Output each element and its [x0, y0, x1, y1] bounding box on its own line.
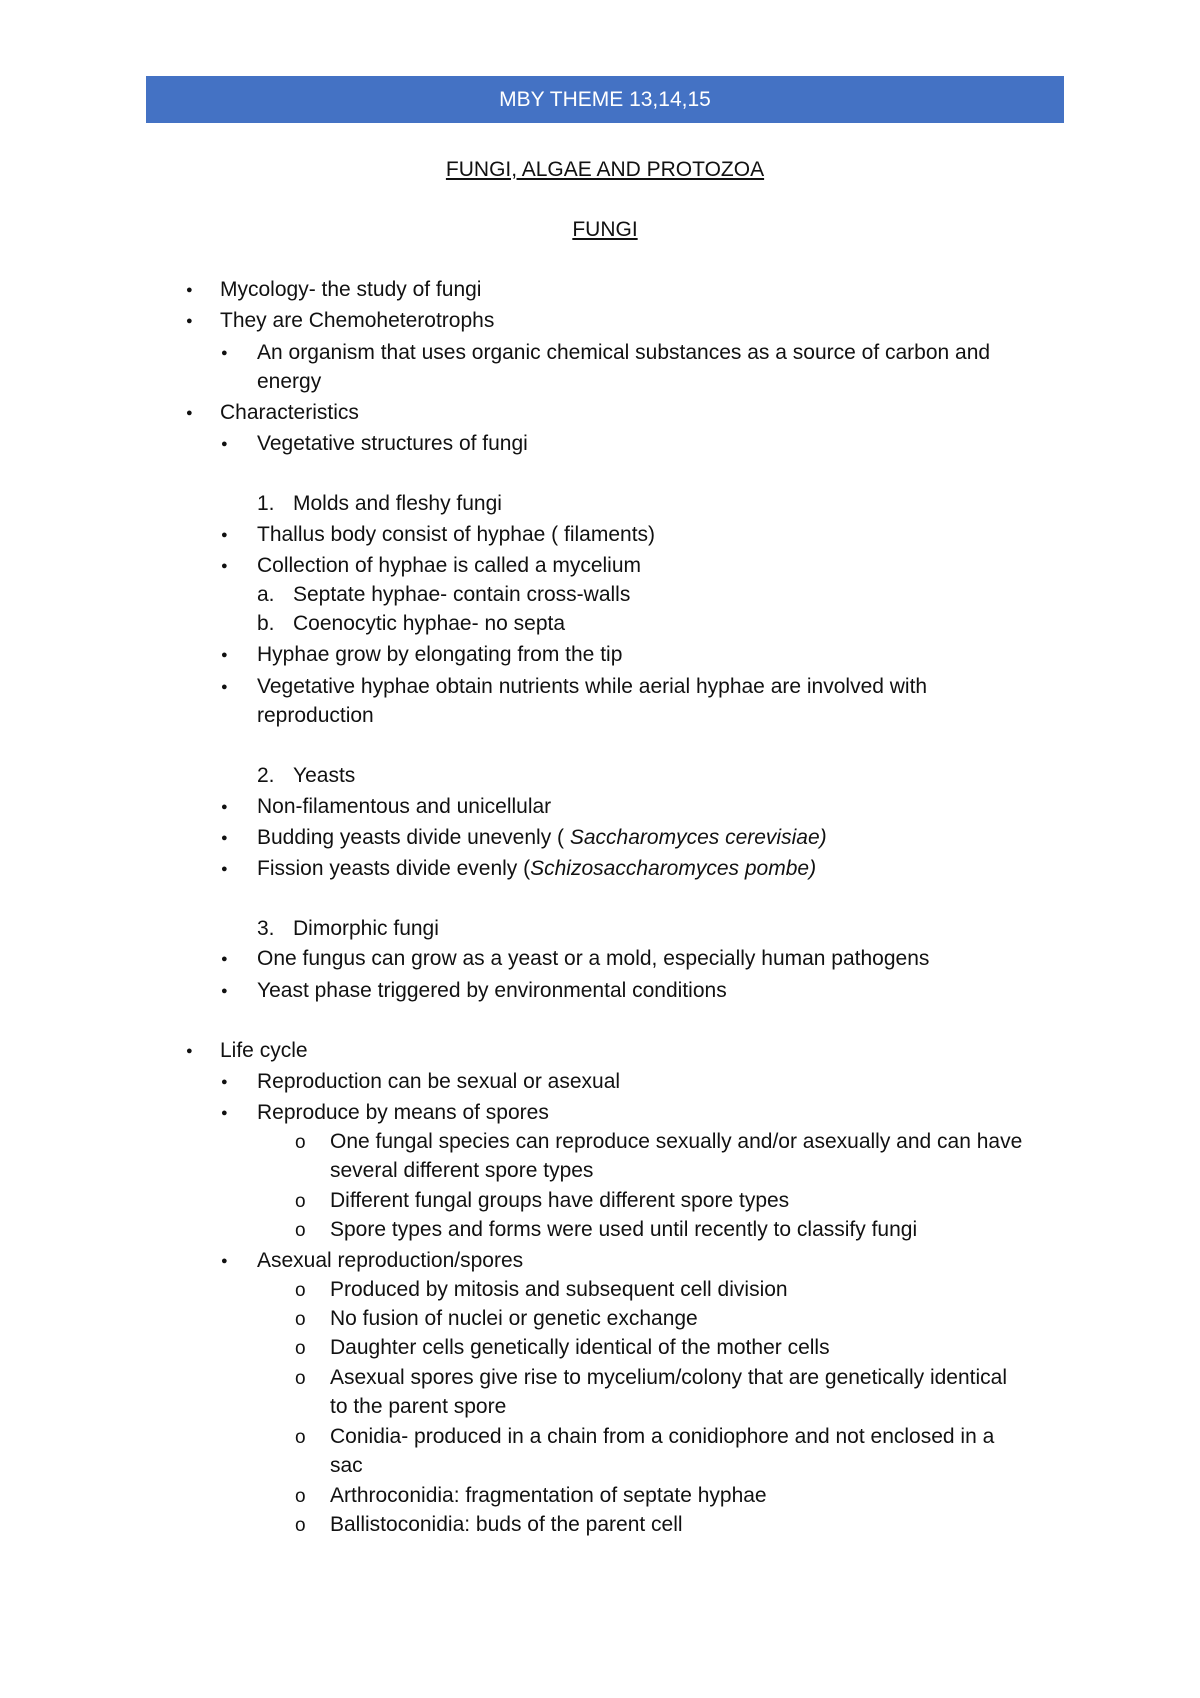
theme-header-bar: [146, 76, 1064, 123]
bullet-icon: [186, 277, 193, 306]
hollow-bullet-icon: [295, 1335, 306, 1362]
hollow-bullet-icon: [295, 1306, 306, 1333]
item-letter: b.: [257, 612, 275, 635]
bullet-icon: [186, 1038, 193, 1067]
bullet-icon: [221, 978, 228, 1007]
hollow-bullet-icon: [295, 1424, 306, 1451]
item-number: 3.: [257, 917, 275, 940]
hollow-bullet-icon: [295, 1217, 306, 1244]
bullet-icon: [221, 1069, 228, 1098]
item-number: 1.: [257, 492, 275, 515]
item-number: 2.: [257, 764, 275, 787]
section-heading-fungi: FUNGI: [572, 218, 638, 241]
bullet-icon: [221, 825, 228, 854]
bullet-icon: [221, 1100, 228, 1129]
item-letter: a.: [257, 583, 275, 606]
document-title: FUNGI, ALGAE AND PROTOZOA: [445, 158, 765, 181]
hollow-bullet-icon: [295, 1512, 306, 1539]
bullet-icon: [221, 642, 228, 671]
bullet-icon: [221, 794, 228, 823]
hollow-bullet-icon: [295, 1188, 306, 1215]
hollow-bullet-icon: [295, 1483, 306, 1510]
hollow-bullet-icon: [295, 1365, 306, 1392]
bullet-icon: [221, 431, 228, 460]
bullet-icon: [221, 946, 228, 975]
hollow-bullet-icon: [295, 1277, 306, 1304]
bullet-icon: [221, 522, 228, 551]
bullet-icon: [186, 308, 193, 337]
theme-header-label: MBY THEME 13,14,15: [499, 88, 711, 111]
bullet-icon: [221, 553, 228, 582]
bullet-icon: [221, 1248, 228, 1277]
bullet-icon: [221, 674, 228, 703]
bullet-icon: [221, 856, 228, 885]
bullet-icon: [221, 340, 228, 369]
hollow-bullet-icon: [295, 1129, 306, 1156]
bullet-icon: [186, 400, 193, 429]
